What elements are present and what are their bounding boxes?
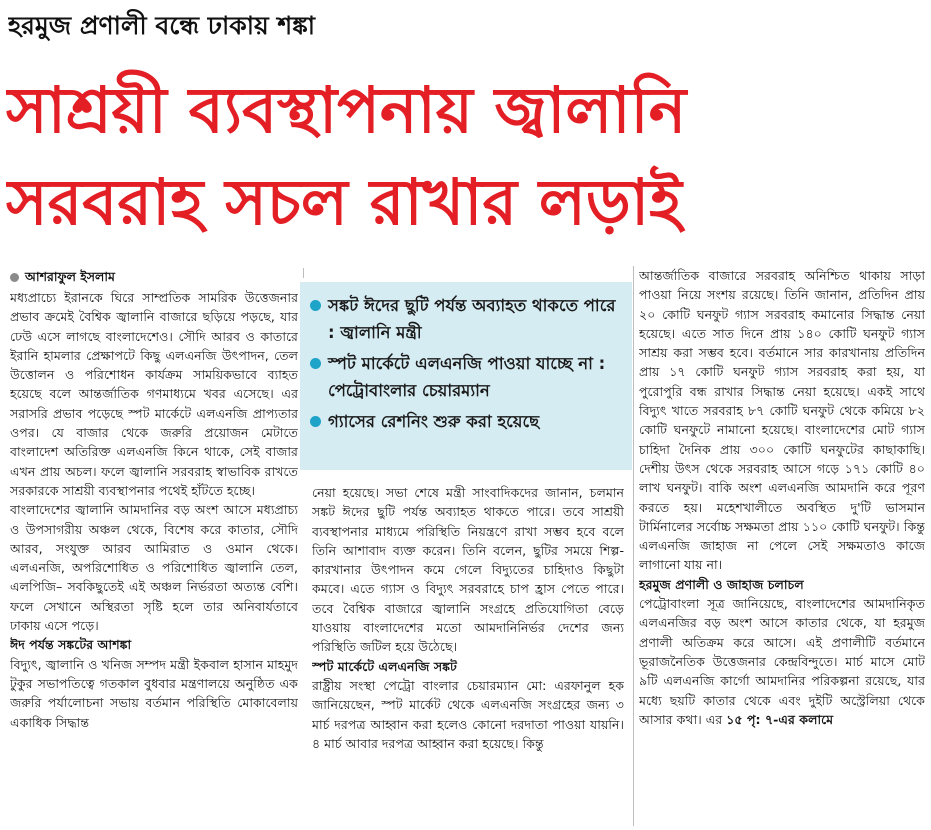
highlight-box xyxy=(300,282,632,470)
bullet-icon xyxy=(310,416,321,427)
highlight-text: গ্যাসের রেশনিং শুরু করা হয়েছে xyxy=(328,412,540,431)
highlight-item xyxy=(310,408,622,435)
column-3-paragraph-1: আন্তর্জাতিক বাজারে সরবরাহ অনিশ্চিত থাকায় সাড়া পাওয়া নিয়ে সংশয় রয়েছে। তিনি জানান, প্রতিদিন প্রায় ২০ কোটি ঘনফুট গ্যাস সরবরাহ কমানোর সিদ্ধান্ত নেয়া হয়েছে। এতে সাত দিনে প্রায় ১৪০ কোটি ঘনফুট গ্যাস সাশ্রয় করা সম্ভব হবে। বর্তমানে সার কারখানায় প্রতিদিন প্রায় ১৭ কোটি ঘনফুট গ্যাস সরবরাহ করা হয়, যা পুরোপুরি বন্ধ রাখার সিদ্ধান্ত নেয়া হয়েছে। একই সাথে বিদ্যুৎ খাতে সরবরাহ ৮৭ কোটি ঘনফুট থেকে কমিয়ে ৮২ কোটি ঘনফুটে নামানো হয়েছে। বাংলাদেশের মোট গ্যাস চাহিদা দৈনিক প্রায় ৩০০ কোটি ঘনফুটের কাছাকাছি। দেশীয় উৎস থেকে সরবরাহ আসে গড়ে ১৭১ কোটি ৪০ লাখ ঘনফুট। বাকি অংশ এলএনজি আমদানি করে পূরণ করতে হয়। মহেশখালীতে অবস্থিত দু'টি ভাসমান টার্মিনালের সর্বোচ্চ সক্ষমতা প্রায় ১১০ কোটি ঘনফুট। কিন্তু এলএনজি জাহাজ না পেলে সেই সক্ষমতাও কাজে লাগানো যায় না। xyxy=(639,268,925,573)
column-2-paragraph-2: রাষ্ট্রীয় সংস্থা পেট্রো বাংলার চেয়ারম্যান মো: এরফানুল হক জানিয়েছেন, স্পট মার্কেট থেকে এলএনজি সংগ্রহের জন্য ৩ মার্চ দরপত্র আহ্বান করা হলেও কোনো দরদাতা পাওয়া যায়নি। ৪ মার্চ আবার দরপত্র আহ্বান করা হয়েছে। কিন্তু xyxy=(312,677,624,751)
highlight-text: সঙ্কট ঈদের ছুটি পর্যন্ত অব্যাহত থাকতে পারে : জ্বালানি মন্ত্রী xyxy=(328,296,616,342)
bullet-icon xyxy=(310,300,321,311)
column-divider xyxy=(303,268,304,278)
main-headline xyxy=(6,66,924,250)
bullet-icon xyxy=(310,358,321,369)
column-divider xyxy=(633,266,634,826)
bullet-dot-icon xyxy=(10,273,19,282)
column-2-subhead: স্পট মার্কেটে এলএনজি সঙ্কট xyxy=(312,658,457,674)
highlight-item xyxy=(310,292,622,346)
column-3-paragraph-2 xyxy=(639,594,925,729)
byline-author: আশরাফুল ইসলাম xyxy=(25,269,115,284)
highlight-item xyxy=(310,350,622,404)
kicker-headline: হরমুজ প্রণালী বন্ধে ঢাকায় শঙ্কা xyxy=(8,11,316,40)
byline xyxy=(10,267,298,287)
column-1-paragraph-1: মধ্যপ্রাচ্যে ইরানকে ঘিরে সাম্প্রতিক সামরিক উত্তেজনার প্রভাব ক্রমেই বৈশ্বিক জ্বালানি বাজারে ছড়িয়ে পড়ছে, যার ঢেউ এসে লাগছে বাংলাদেশেও। সৌদি আরব ও কাতারে ইরানি হামলার প্রেক্ষাপটে কিছু এলএনজি উৎপাদন, তেল উত্তোলন ও পরিশোধন কার্যক্রম সাময়িকভাবে ব্যাহত হয়েছে বলে আন্তর্জাতিক গণমাধ্যমে খবর এসেছে। এর সরাসরি প্রভাব পড়েছে স্পট মার্কেটে এলএনজি প্রাপ্যতার ওপর। যে বাজার থেকে জরুরি প্রয়োজন মেটাতে বাংলাদেশ অতিরিক্ত এলএনজি কিনে থাকে, সেই বাজার এখন প্রায় অচল। ফলে জ্বালানি সরবরাহ স্বাভাবিক রাখতে সরকারকে সাশ্রয়ী ব্যবস্থাপনার পথেই হাঁটতে হচ্ছে। xyxy=(10,290,298,498)
column-1-paragraph-2: বাংলাদেশের জ্বালানি আমদানির বড় অংশ আসে মধ্যপ্রাচ্য ও উপসাগরীয় অঞ্চল থেকে, বিশেষ করে কাতার, সৌদি আরব, সংযুক্ত আরব আমিরাত ও ওমান থেকে। এলএনজি, অপরিশোধিত ও পরিশোধিত জ্বালানি তেল, এলপিজি– সবকিছুতেই এই অঞ্চল নির্ভরতা অত্যন্ত বেশি। ফলে সেখানে অস্থিরতা সৃষ্টি হলে তার অনিবার্যতাবে ঢাকায় এসে পড়ে। xyxy=(10,502,298,634)
article-column-1 xyxy=(10,288,298,830)
article-column-3 xyxy=(639,266,925,830)
column-1-paragraph-3: বিদ্যুৎ, জ্বালানি ও খনিজ সম্পদ মন্ত্রী ইকবাল হাসান মাহমুদ টুকুর সভাপতিত্বে গতকাল বুধবার মন্ত্রণালয়ে অনুষ্ঠিত এক জরুরি পর্যালোচনা সভায় বর্তমান পরিস্থিতি মোকাবেলায় একাধিক সিদ্ধান্ত xyxy=(10,656,298,730)
headline-line-1: সাশ্রয়ী ব্যবস্থাপনায় জ্বালানি xyxy=(6,74,687,147)
article-column-2 xyxy=(312,483,624,830)
headline-line-2: সরবরাহ সচল রাখার লড়াই xyxy=(6,166,682,239)
column-1-subhead: ঈদ পর্যন্ত সঙ্কটের আশঙ্কা xyxy=(10,637,132,653)
column-3-subhead: হরমুজ প্রণালী ও জাহাজ চলাচল xyxy=(639,576,804,592)
highlight-text: স্পট মার্কেটে এলএনজি পাওয়া যাচ্ছে না : পেট্রোবাংলার চেয়ারম্যান xyxy=(328,354,606,400)
continuation-reference: ১৫ পৃ: ৭-এর কলামে xyxy=(726,711,834,727)
column-3-paragraph-2-text: পেট্রোবাংলা সূত্র জানিয়েছে, বাংলাদেশের আমদানিকৃত এলএনজির বড় অংশ আসে কাতার থেকে, যা হরমুজ প্রণালী অতিক্রম করে আসে। এই প্রণালীটি বর্তমানে ভূরাজনৈতিক উত্তেজনার কেন্দ্রবিন্দুতে। মার্চ মাসে মোট ৯টি এলএনজি কার্গো আমদানির পরিকল্পনা রয়েছে, যার মধ্যে ছয়টি কাতার থেকে এবং দুইটি অস্ট্রেলিয়া থেকে আসার কথা। এর xyxy=(639,596,925,727)
column-2-paragraph-1: নেয়া হয়েছে। সভা শেষে মন্ত্রী সাংবাদিকদের জানান, চলমান সঙ্কট ঈদের ছুটি পর্যন্ত অব্যাহত থাকতে পারে। তবে সাশ্রয়ী ব্যবস্থাপনার মাধ্যমে পরিস্থিতি নিয়ন্ত্রণে রাখা সম্ভব হবে বলে তিনি আশাবাদ ব্যক্ত করেন। তিনি বলেন, ছুটির সময়ে শিল্প-কারখানার উৎপাদন কমে গেলে বিদ্যুতের চাহিদাও কিছুটা কমবে। এতে গ্যাস ও বিদ্যুৎ সরবরাহে চাপ হ্রাস পেতে পারে। তবে বৈশ্বিক বাজারে জ্বালানি সংগ্রহে প্রতিযোগিতা বেড়ে যাওয়ায় বাংলাদেশের মতো আমদানিনির্ভর দেশের জন্য পরিস্থিতি জটিল হয়ে উঠেছে। xyxy=(312,485,624,655)
